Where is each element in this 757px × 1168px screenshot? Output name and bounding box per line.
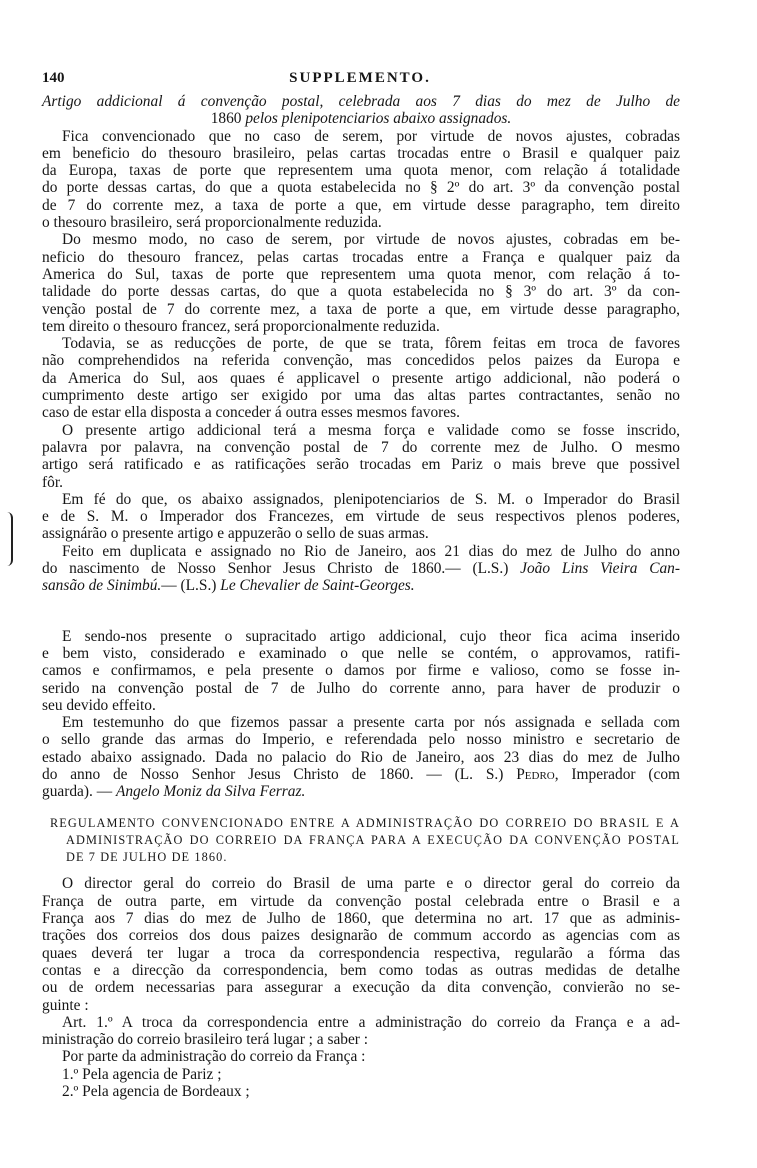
text-segment: DE 7 DE JULHO DE 1860. xyxy=(66,850,228,865)
text-line xyxy=(42,714,680,731)
paragraph xyxy=(42,714,680,800)
text-line xyxy=(42,577,680,594)
text-line xyxy=(42,474,680,491)
text-line xyxy=(42,662,680,679)
text-segment: da America do Sul, aos quaes é applicavel o presente artigo addicional, não poderá o xyxy=(42,369,680,387)
paragraph xyxy=(42,543,680,595)
text-line xyxy=(42,525,680,542)
text-segment: da Europa, taxas de porte que representem uma quota menor, com relação á totalidade xyxy=(42,162,680,180)
text-segment: tem direito o thesouro francez, será proporcionalmente reduzida. xyxy=(42,317,440,335)
text-segment: 2.º Pela agencia de Bordeaux ; xyxy=(62,1083,250,1101)
margin-bracket-mark xyxy=(7,512,13,566)
text-segment: de 7 do corrente mez, a taxa de porte a que, em virtude desse paragrapho, tem direito xyxy=(42,196,680,214)
page-number: 140 xyxy=(42,70,65,86)
text-line xyxy=(42,697,680,714)
text-segment: assignárão o presente artigo e appuzerão o sello de suas armas. xyxy=(42,525,429,543)
text-line xyxy=(42,543,680,560)
text-line xyxy=(42,962,680,979)
text-line xyxy=(42,370,680,387)
text-segment: Pedro xyxy=(516,765,555,783)
paragraph xyxy=(42,231,680,335)
text-segment: ministração do correio brasileiro terá lugar ; a saber : xyxy=(42,1031,369,1049)
text-line xyxy=(42,335,680,352)
text-line xyxy=(42,560,680,577)
text-line xyxy=(42,491,680,508)
text-segment: Fica convencionado que no caso de serem, por virtude de novos ajustes, cobradas xyxy=(62,127,680,145)
text-segment: caso de estar ella disposta a conceder á outra esses mesmos favores. xyxy=(42,404,460,422)
paragraph xyxy=(42,128,680,232)
text-line xyxy=(42,318,680,335)
text-line xyxy=(42,979,680,996)
text-line xyxy=(42,249,680,266)
text-segment: guinte : xyxy=(42,996,89,1014)
italic-text: Le Chevalier de Saint-Georges. xyxy=(220,577,415,595)
text-line xyxy=(42,422,680,439)
text-line xyxy=(42,145,680,162)
text-segment: em beneficio do thesouro brasileiro, pelas cartas trocadas entre o Brasil e qualquer paiz xyxy=(42,144,680,162)
text-segment: palavra por palavra, na convenção postal de 7 do corrente mez de Julho. O mesmo xyxy=(42,438,680,456)
italic-text: pelos plenipotenciarios abaixo assignados. xyxy=(245,110,512,128)
text-segment: Por parte da administração do correio da França : xyxy=(62,1048,366,1066)
paragraph xyxy=(42,628,680,714)
text-line xyxy=(42,283,680,300)
text-line xyxy=(42,352,680,369)
italic-text: sansão de Sinimbú. xyxy=(42,577,162,595)
text-line xyxy=(42,301,680,318)
text-segment: 1860 xyxy=(210,110,246,128)
text-segment: 1.º Pela agencia de Pariz ; xyxy=(62,1065,222,1083)
text-segment: seu devido effeito. xyxy=(42,696,156,714)
text-line xyxy=(42,387,680,404)
text-line xyxy=(42,945,680,962)
text-line xyxy=(42,93,680,110)
text-segment: neficio do thesouro francez, pelas cartas trocadas entre a França e qualquer paiz da xyxy=(42,248,680,266)
italic-text: Artigo addicional á convenção postal, celebrada aos 7 dias do mez de Julho de xyxy=(42,93,680,110)
text-segment: REGULAMENTO CONVENCIONADO ENTRE A ADMINISTRAÇÃO DO CORREIO DO BRASIL E A xyxy=(50,815,680,830)
text-segment: — (L.S.) xyxy=(161,577,221,595)
text-line xyxy=(42,749,680,766)
text-line xyxy=(42,815,680,832)
text-line xyxy=(42,875,680,892)
text-segment: America do Sul, taxas de porte que representem uma quota menor, com relação á to- xyxy=(42,265,680,283)
text-line xyxy=(42,266,680,283)
text-segment: E sendo-nos presente o supracitado artigo addicional, cujo theor fica acima inserido xyxy=(62,627,680,645)
italic-text: Angelo Moniz da Silva Ferraz. xyxy=(115,783,306,801)
text-line xyxy=(42,439,680,456)
text-line xyxy=(42,214,680,231)
text-line xyxy=(42,832,680,849)
running-header xyxy=(40,70,680,90)
text-line xyxy=(42,231,680,248)
paragraph xyxy=(42,1048,680,1065)
text-segment: o sello grande das armas do Imperio, e referendada pelo nosso ministro e secretario de xyxy=(42,731,680,749)
italic-text: João Lins Vieira Can- xyxy=(520,560,680,578)
text-line xyxy=(42,456,680,473)
text-line xyxy=(42,1066,680,1083)
text-segment: artigo será ratificado e as ratificações serão trocadas em Pariz o mais breve que possivel xyxy=(42,456,680,474)
text-segment: Feito em duplicata e assignado no Rio de Janeiro, aos 21 dias do mez de Julho do anno xyxy=(62,542,680,560)
text-segment: estado abaixo assignado. Dada no palacio do Rio de Janeiro, aos 23 dias do mez de Julho xyxy=(42,748,680,766)
text-line xyxy=(42,1014,680,1031)
text-segment: venção postal de 7 do corrente mez, a taxa de porte a que, em virtude desse paragrapho, xyxy=(42,300,680,318)
text-segment: serido na convenção postal de 7 de Julho do corrente anno, para haver de produzir o xyxy=(42,679,680,697)
page-body xyxy=(42,93,680,1100)
text-segment: ADMINISTRAÇÃO DO CORREIO DA FRANÇA PARA A EXECUÇÃO DA CONVENÇÃO POSTAL xyxy=(66,832,680,847)
article-title xyxy=(42,93,680,128)
text-segment: o thesouro brasileiro, será proporcionalmente reduzida. xyxy=(42,214,382,232)
text-line xyxy=(42,110,680,127)
text-line xyxy=(42,849,680,866)
text-segment: Em fé do que, os abaixo assignados, plenipotenciarios de S. M. o Imperador do Brasil xyxy=(62,490,680,508)
text-line xyxy=(42,997,680,1014)
text-segment: do nascimento de Nosso Senhor Jesus Christo de 1860.— (L.S.) xyxy=(42,560,521,578)
text-line xyxy=(42,645,680,662)
paragraph xyxy=(42,1083,680,1100)
paragraph xyxy=(42,335,680,421)
section-heading xyxy=(42,815,680,867)
text-segment: fôr. xyxy=(42,473,63,491)
paragraph xyxy=(42,1066,680,1083)
text-segment: França aos 7 dias do mez de Julho de 1860, que determina no art. 17 que as adminis- xyxy=(42,910,680,928)
text-segment: guarda). — xyxy=(42,783,116,801)
text-segment: Todavia, se as reducções de porte, de que se trata, fôrem feitas em troca de favores xyxy=(62,335,680,353)
text-segment: quaes deverá ter lugar a troca da correspondencia respectiva, regularão a fórma das xyxy=(42,944,680,962)
text-line xyxy=(42,910,680,927)
text-segment: e bem visto, considerado e examinado o que nelle se contém, o approvamos, ratifi- xyxy=(42,644,680,662)
running-title: SUPPLEMENTO. xyxy=(289,70,431,86)
paragraph xyxy=(42,1014,680,1049)
text-segment: cumprimento deste artigo ser exigido por uma das altas partes contractantes, senão no xyxy=(42,387,680,405)
text-segment: do porte dessas cartas, do que a quota estabelecida no § 2º do art. 3º da convenção postal xyxy=(42,179,680,197)
text-segment: camos e confirmamos, e pela presente o damos por firme e valioso, como se fosse in- xyxy=(42,662,680,680)
text-line xyxy=(42,404,680,421)
text-line xyxy=(42,179,680,196)
text-segment: Art. 1.º A troca da correspondencia entre a administração do correio da França e a ad- xyxy=(62,1013,680,1031)
text-segment: contas e a direcção da correspondencia, bem como todas as outras medidas de detalhe xyxy=(42,961,680,979)
text-line xyxy=(42,1031,680,1048)
text-segment: ou de ordem necessarias para assegurar a execução da dita convenção, convierão no se- xyxy=(42,979,680,997)
text-line xyxy=(42,766,680,783)
text-line xyxy=(42,1048,680,1065)
text-line xyxy=(42,927,680,944)
text-segment: do anno de Nosso Senhor Jesus Christo de 1860. — (L. S.) xyxy=(42,765,517,783)
paragraph xyxy=(42,491,680,543)
text-line xyxy=(42,197,680,214)
text-segment: trações dos correios dos dous paizes designarão de commum accordo as agencias com as xyxy=(42,927,680,945)
text-segment: e de S. M. o Imperador dos Francezes, em virtude de seus respectivos plenos poderes, xyxy=(42,508,680,526)
text-line xyxy=(42,128,680,145)
text-line xyxy=(42,628,680,645)
paragraph xyxy=(42,875,680,1013)
text-segment: O presente artigo addicional terá a mesma força e validade como se fosse inscrido, xyxy=(62,421,680,439)
text-line xyxy=(42,893,680,910)
paragraph xyxy=(42,422,680,491)
text-line xyxy=(42,731,680,748)
text-segment: Em testemunho do que fizemos passar a presente carta por nós assignada e sellada com xyxy=(62,714,680,732)
text-segment: talidade do porte dessas cartas, do que a quota estabelecida no § 3º do art. 3º da con- xyxy=(42,283,680,301)
text-line xyxy=(42,162,680,179)
text-segment: não comprehendidos na referida convenção, mas concedidos pelos paizes da Europa e xyxy=(42,352,680,370)
text-segment: O director geral do correio do Brasil de uma parte e o director geral do correio da xyxy=(62,875,680,893)
text-line xyxy=(42,508,680,525)
text-segment: França de outra parte, em virtude da convenção postal celebrada entre o Brasil e a xyxy=(42,892,680,910)
text-line xyxy=(42,680,680,697)
text-line xyxy=(42,1083,680,1100)
text-segment: Do mesmo modo, no caso de serem, por virtude de novos ajustes, cobradas em be- xyxy=(62,231,680,249)
text-line xyxy=(42,783,680,800)
text-segment: , Imperador (com xyxy=(554,765,680,783)
